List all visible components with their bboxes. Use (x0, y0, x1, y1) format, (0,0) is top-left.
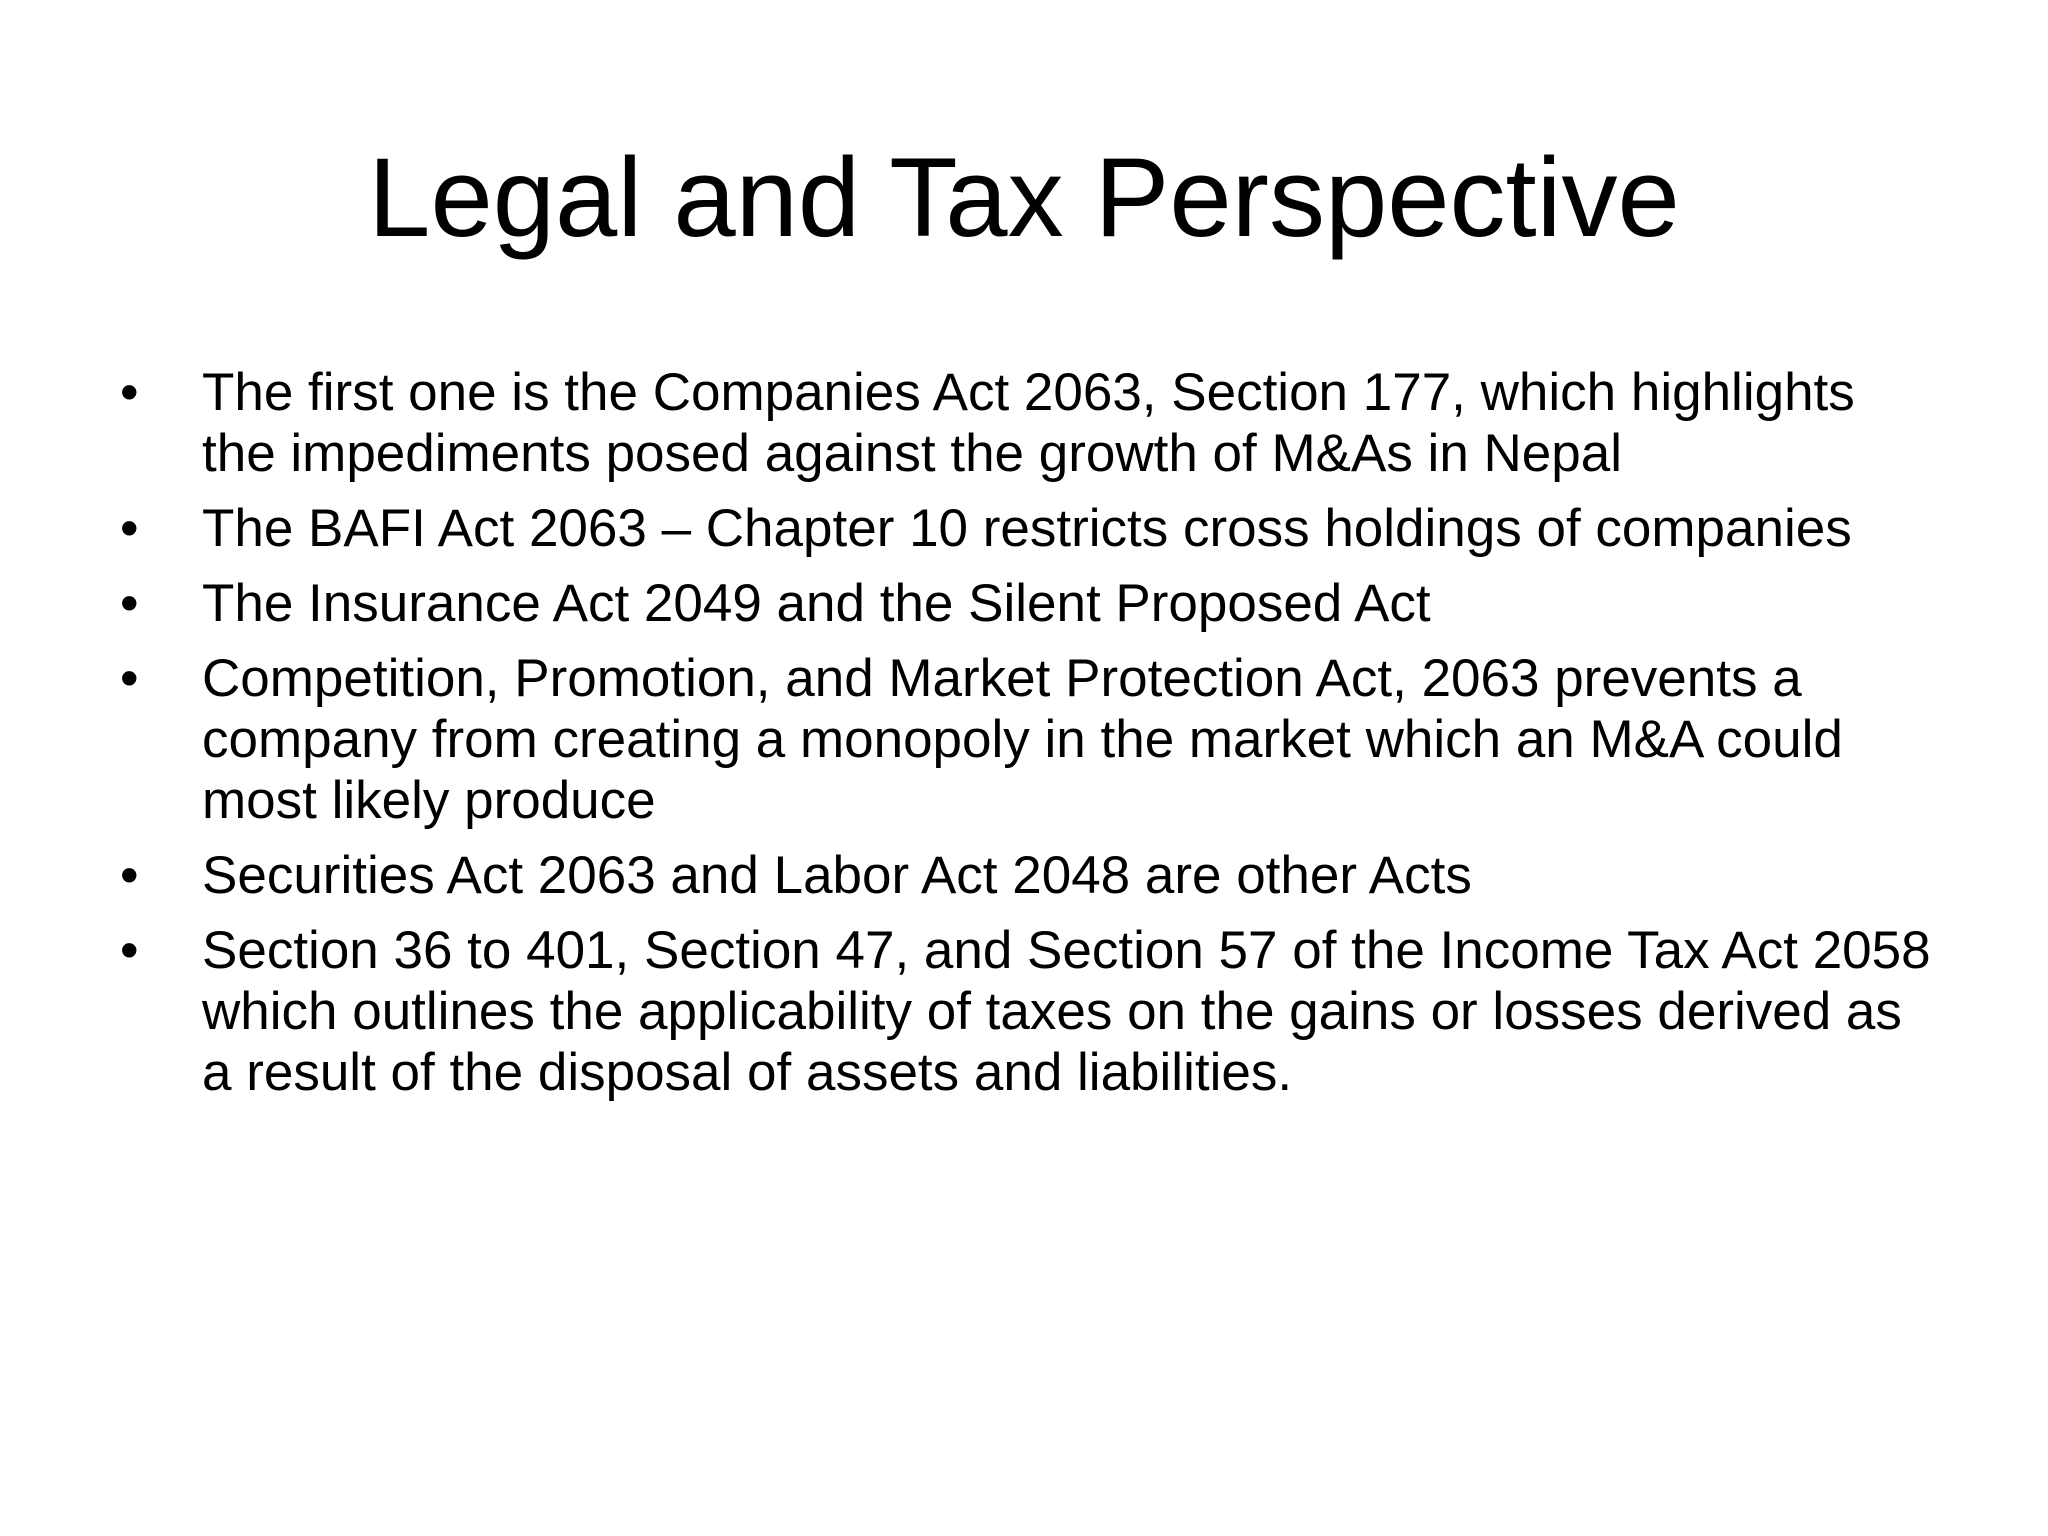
bullet-item-competition-act (120, 648, 1940, 831)
bullet-text: The BAFI Act 2063 – Chapter 10 restricts cross holdings of companies (202, 499, 1852, 558)
bullet-text: Competition, Promotion, and Market Protection Act, 2063 prevents a company from creating a monopoly in the market which an M&A could most likely produce (202, 649, 1843, 830)
bullet-item-bafi-act (120, 498, 1940, 559)
bullet-text: Securities Act 2063 and Labor Act 2048 are other Acts (202, 846, 1472, 905)
bullet-item-insurance-act (120, 573, 1940, 634)
bullet-item-income-tax-act (120, 920, 1940, 1103)
bullet-icon: • (120, 921, 139, 980)
bullet-icon: • (120, 499, 139, 558)
bullet-icon: • (120, 363, 139, 422)
bullet-icon: • (120, 649, 139, 708)
bullet-text: The Insurance Act 2049 and the Silent Proposed Act (202, 574, 1431, 633)
bullet-list (120, 362, 1940, 1117)
bullet-text: Section 36 to 401, Section 47, and Section 57 of the Income Tax Act 2058 which outlines the applicability of taxes on the gains or losses derived as a result of the disposal of assets and liabilities. (202, 921, 1931, 1102)
bullet-text: The first one is the Companies Act 2063, Section 177, which highlights the impediments posed against the growth of M&As in Nepal (202, 363, 1855, 483)
bullet-icon: • (120, 574, 139, 633)
slide-title: Legal and Tax Perspective (368, 135, 1680, 260)
bullet-item-companies-act (120, 362, 1940, 484)
bullet-item-securities-labor-act (120, 845, 1940, 906)
bullet-icon: • (120, 846, 139, 905)
